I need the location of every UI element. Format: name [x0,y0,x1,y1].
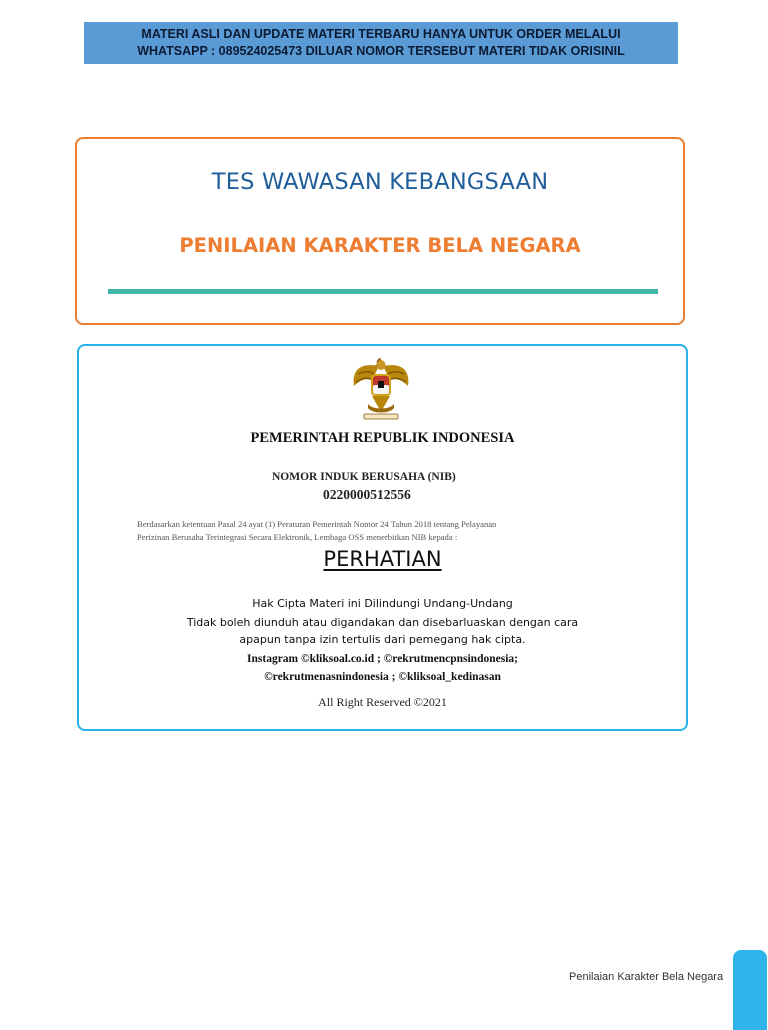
notice-heading: PERHATIAN [323,547,442,571]
copyright-notice-line-2: Tidak boleh diunduh atau digandakan dan disebarluaskan dengan cara [186,616,579,629]
legal-basis-line-2: Perizinan Berusaha Terintegrasi Secara Elektronik, Lembaga OSS menerbitkan NIB kepada : [137,532,458,542]
banner-line-2: WHATSAPP : 089524025473 DILUAR NOMOR TERSEBUT MATERI TIDAK ORISINIL [137,44,625,58]
nib-number: 0220000512556 [323,487,411,502]
instagram-line-2: ©rekrutmenasnindonesia ; ©kliksoal_kedinasan [264,671,501,683]
footer-tab [733,950,767,1030]
rights-reserved: All Right Reserved ©2021 [318,695,447,709]
footer-label: Penilaian Karakter Bela Negara [569,971,724,983]
instagram-line-1: Instagram ©kliksoal.co.id ; ©rekrutmencpnsindonesia; [247,653,518,665]
government-heading: PEMERINTAH REPUBLIK INDONESIA [250,430,515,446]
banner-line-1: MATERI ASLI DAN UPDATE MATERI TERBARU HANYA UNTUK ORDER MELALUI [141,27,621,41]
copyright-notice-line-1: Hak Cipta Materi ini Dilindungi Undang-Undang [252,597,513,610]
certificate-box [77,344,688,731]
legal-basis-text [137,518,642,544]
title-divider [108,289,658,294]
cover-subtitle: PENILAIAN KARAKTER BELA NEGARA [179,234,581,257]
nib-label: NOMOR INDUK BERUSAHA (NIB) [272,471,456,483]
garuda-emblem-icon [350,352,412,424]
cover-title-box [75,137,685,325]
copyright-notice-line-3: apapun tanpa izin tertulis dari pemegang hak cipta. [239,633,526,646]
top-notice-banner [84,22,678,64]
cover-title: TES WAWASAN KEBANGSAAN [211,169,549,195]
legal-basis-line-1: Berdasarkan ketentuan Pasal 24 ayat (1) Peraturan Pemerintah Nomor 24 Tahun 2018 tentang Pelayanan [137,519,497,529]
